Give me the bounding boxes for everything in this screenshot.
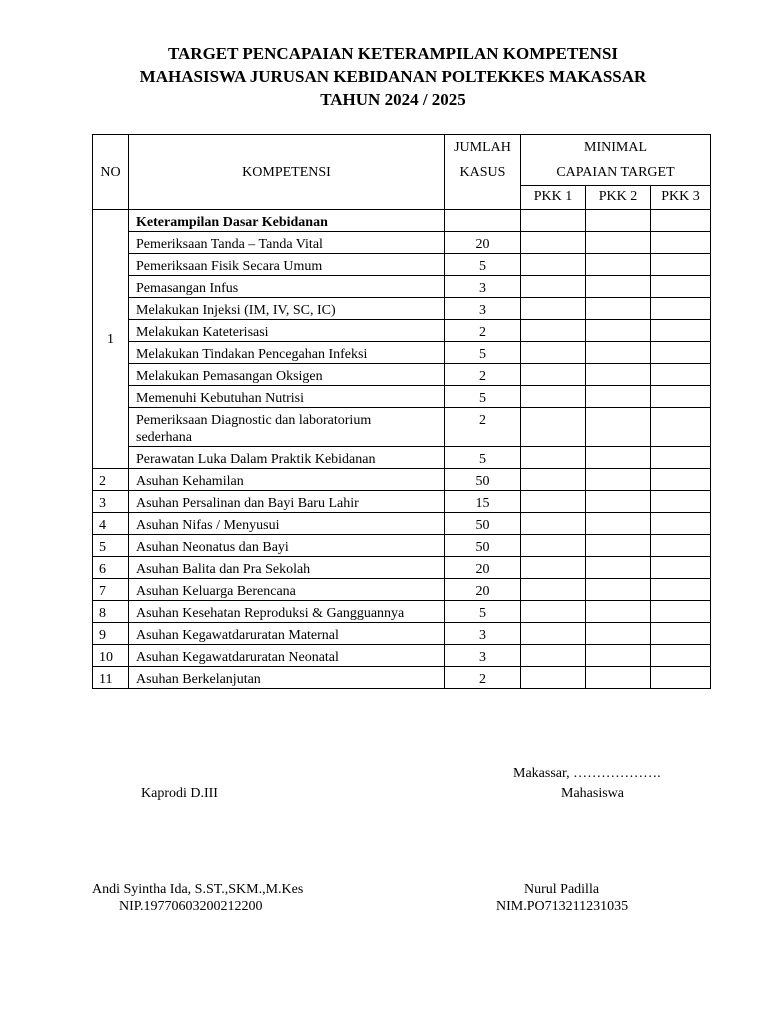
pkk-3-cell: [651, 469, 711, 491]
group-heading: Keterampilan Dasar Kebidanan: [129, 210, 445, 232]
table-row: [93, 469, 711, 491]
pkk-2-cell: [586, 210, 651, 232]
row-number: 6: [93, 557, 129, 579]
pkk-3-cell: [651, 320, 711, 342]
jumlah-cell: 2: [445, 364, 521, 386]
jumlah-cell: 50: [445, 535, 521, 557]
table-row: [93, 408, 711, 447]
pkk-1-cell: [521, 557, 586, 579]
jumlah-cell: 2: [445, 667, 521, 689]
row-number: 11: [93, 667, 129, 689]
left-signer-name: Andi Syintha Ida, S.ST.,SKM.,M.Kes: [92, 882, 304, 897]
kompetensi-cell: Asuhan Neonatus dan Bayi: [129, 535, 445, 557]
pkk-3-cell: [651, 447, 711, 469]
pkk-2-cell: [586, 557, 651, 579]
pkk-2-cell: [586, 447, 651, 469]
title-line-3: TAHUN 2024 / 2025: [320, 90, 466, 109]
header-no: NO: [93, 135, 129, 210]
row-number: 4: [93, 513, 129, 535]
pkk-3-cell: [651, 386, 711, 408]
kompetensi-cell: Pemasangan Infus: [129, 276, 445, 298]
row-number: 5: [93, 535, 129, 557]
pkk-2-cell: [586, 386, 651, 408]
header-jumlah-line-2: KASUS: [459, 165, 506, 180]
pkk-1-cell: [521, 254, 586, 276]
pkk-2-cell: [586, 623, 651, 645]
header-minimal-line-1: MINIMAL: [584, 140, 647, 155]
jumlah-cell: 50: [445, 469, 521, 491]
pkk-1-cell: [521, 645, 586, 667]
jumlah-cell: 3: [445, 298, 521, 320]
header-pkk-3: PKK 3: [651, 186, 711, 210]
table-row: [93, 254, 711, 276]
pkk-1-cell: [521, 386, 586, 408]
pkk-3-cell: [651, 491, 711, 513]
pkk-1-cell: [521, 408, 586, 447]
pkk-2-cell: [586, 491, 651, 513]
left-signer-id: NIP.19770603200212200: [119, 899, 263, 914]
pkk-3-cell: [651, 557, 711, 579]
pkk-2-cell: [586, 298, 651, 320]
title-line-2: MAHASISWA JURUSAN KEBIDANAN POLTEKKES MAKASSAR: [139, 67, 647, 86]
jumlah-cell: 5: [445, 601, 521, 623]
jumlah-cell: 15: [445, 491, 521, 513]
pkk-2-cell: [586, 535, 651, 557]
kompetensi-cell: Asuhan Kehamilan: [129, 469, 445, 491]
pkk-3-cell: [651, 342, 711, 364]
row-number: 2: [93, 469, 129, 491]
left-signer-role: Kaprodi D.III: [141, 786, 218, 801]
table-row: [93, 667, 711, 689]
jumlah-cell: 3: [445, 645, 521, 667]
pkk-2-cell: [586, 276, 651, 298]
table-row: [93, 386, 711, 408]
pkk-1-cell: [521, 320, 586, 342]
kompetensi-cell: Asuhan Keluarga Berencana: [129, 579, 445, 601]
table-row: [93, 535, 711, 557]
jumlah-cell: 3: [445, 623, 521, 645]
jumlah-cell: 5: [445, 386, 521, 408]
kompetensi-cell: Melakukan Tindakan Pencegahan Infeksi: [129, 342, 445, 364]
pkk-1-cell: [521, 232, 586, 254]
table-row: [93, 623, 711, 645]
kompetensi-cell: Melakukan Kateterisasi: [129, 320, 445, 342]
pkk-3-cell: [651, 298, 711, 320]
pkk-1-cell: [521, 469, 586, 491]
table-row: [93, 447, 711, 469]
pkk-2-cell: [586, 408, 651, 447]
kompetensi-cell: Memenuhi Kebutuhan Nutrisi: [129, 386, 445, 408]
kompetensi-cell: Asuhan Berkelanjutan: [129, 667, 445, 689]
table-row: [93, 210, 711, 232]
header-pkk-1: PKK 1: [521, 186, 586, 210]
pkk-3-cell: [651, 667, 711, 689]
pkk-3-cell: [651, 408, 711, 447]
place-date: Makassar, ……………….: [513, 766, 661, 781]
kompetensi-cell: Asuhan Kegawatdaruratan Neonatal: [129, 645, 445, 667]
pkk-3-cell: [651, 645, 711, 667]
pkk-1-cell: [521, 667, 586, 689]
row-number: 3: [93, 491, 129, 513]
competency-table: [92, 134, 711, 689]
table-row: [93, 342, 711, 364]
row-number: 10: [93, 645, 129, 667]
pkk-1-cell: [521, 210, 586, 232]
pkk-3-cell: [651, 601, 711, 623]
pkk-2-cell: [586, 579, 651, 601]
right-signer-id: NIM.PO713211231035: [496, 899, 629, 914]
pkk-2-cell: [586, 254, 651, 276]
pkk-3-cell: [651, 276, 711, 298]
kompetensi-cell: Asuhan Kegawatdaruratan Maternal: [129, 623, 445, 645]
table-row: [93, 601, 711, 623]
jumlah-cell: 20: [445, 579, 521, 601]
table-row: [93, 232, 711, 254]
table-row: [93, 579, 711, 601]
row-number: 1: [93, 210, 129, 469]
table-row: [93, 320, 711, 342]
pkk-3-cell: [651, 210, 711, 232]
pkk-3-cell: [651, 535, 711, 557]
jumlah-cell: [445, 210, 521, 232]
table-row: [93, 491, 711, 513]
right-signer-role: Mahasiswa: [561, 786, 624, 801]
pkk-1-cell: [521, 447, 586, 469]
header-minimal-capaian: [521, 135, 711, 186]
pkk-1-cell: [521, 298, 586, 320]
row-number: 9: [93, 623, 129, 645]
kompetensi-cell: Perawatan Luka Dalam Praktik Kebidanan: [129, 447, 445, 469]
kompetensi-cell: Asuhan Kesehatan Reproduksi & Gangguannya: [129, 601, 445, 623]
header-pkk-2: PKK 2: [586, 186, 651, 210]
pkk-3-cell: [651, 254, 711, 276]
kompetensi-cell: Pemeriksaan Fisik Secara Umum: [129, 254, 445, 276]
pkk-2-cell: [586, 645, 651, 667]
pkk-3-cell: [651, 232, 711, 254]
kompetensi-cell: Pemeriksaan Tanda – Tanda Vital: [129, 232, 445, 254]
pkk-2-cell: [586, 364, 651, 386]
header-kompetensi: KOMPETENSI: [129, 135, 445, 210]
jumlah-cell: 20: [445, 232, 521, 254]
jumlah-cell: 5: [445, 342, 521, 364]
jumlah-cell: 20: [445, 557, 521, 579]
right-signer-name: Nurul Padilla: [524, 882, 600, 897]
kompetensi-cell: Melakukan Injeksi (IM, IV, SC, IC): [129, 298, 445, 320]
pkk-1-cell: [521, 513, 586, 535]
pkk-1-cell: [521, 342, 586, 364]
jumlah-cell: 50: [445, 513, 521, 535]
table-row: [93, 276, 711, 298]
pkk-2-cell: [586, 513, 651, 535]
pkk-2-cell: [586, 320, 651, 342]
pkk-1-cell: [521, 491, 586, 513]
jumlah-cell: 5: [445, 447, 521, 469]
pkk-3-cell: [651, 513, 711, 535]
jumlah-cell: 5: [445, 254, 521, 276]
title-line-1: TARGET PENCAPAIAN KETERAMPILAN KOMPETENSI: [167, 44, 619, 63]
pkk-1-cell: [521, 276, 586, 298]
jumlah-cell: 3: [445, 276, 521, 298]
jumlah-cell: 2: [445, 320, 521, 342]
pkk-2-cell: [586, 601, 651, 623]
kompetensi-cell: Asuhan Persalinan dan Bayi Baru Lahir: [129, 491, 445, 513]
pkk-2-cell: [586, 469, 651, 491]
table-row: [93, 557, 711, 579]
pkk-1-cell: [521, 601, 586, 623]
row-number: 8: [93, 601, 129, 623]
kompetensi-cell: Pemeriksaan Diagnostic dan laboratorium sederhana: [129, 408, 445, 447]
pkk-3-cell: [651, 364, 711, 386]
pkk-1-cell: [521, 579, 586, 601]
row-number: 7: [93, 579, 129, 601]
document-title: [0, 42, 768, 111]
table-row: [93, 364, 711, 386]
pkk-1-cell: [521, 364, 586, 386]
pkk-3-cell: [651, 579, 711, 601]
pkk-2-cell: [586, 232, 651, 254]
pkk-1-cell: [521, 535, 586, 557]
pkk-1-cell: [521, 623, 586, 645]
header-jumlah-kasus: [445, 135, 521, 210]
pkk-2-cell: [586, 342, 651, 364]
pkk-3-cell: [651, 623, 711, 645]
header-jumlah-line-1: JUMLAH: [454, 140, 511, 155]
kompetensi-cell: Melakukan Pemasangan Oksigen: [129, 364, 445, 386]
kompetensi-cell: Asuhan Balita dan Pra Sekolah: [129, 557, 445, 579]
kompetensi-cell: Asuhan Nifas / Menyusui: [129, 513, 445, 535]
header-minimal-line-2: CAPAIAN TARGET: [556, 165, 675, 180]
table-row: [93, 513, 711, 535]
jumlah-cell: 2: [445, 408, 521, 447]
table-row: [93, 645, 711, 667]
pkk-2-cell: [586, 667, 651, 689]
table-row: [93, 298, 711, 320]
